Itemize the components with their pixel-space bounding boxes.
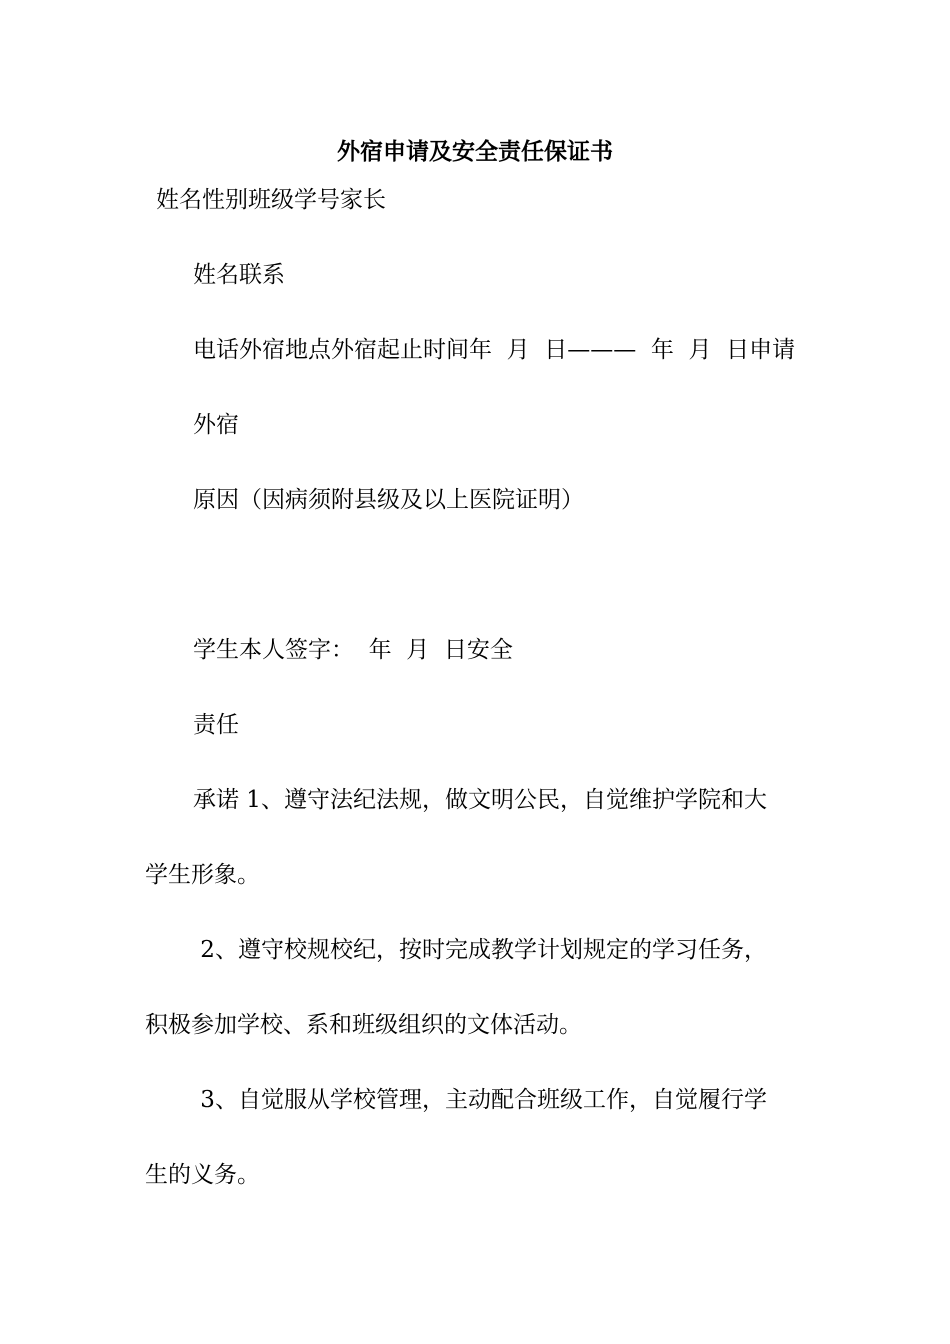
text-line-stay-out: 外宿 bbox=[193, 412, 239, 438]
text-line-promise-3-cont: 生的义务。 bbox=[145, 1162, 260, 1188]
text-line-promise-1-cont: 学生形象。 bbox=[145, 862, 260, 888]
text-line-promise-2: 2、遵守校规校纪，按时完成教学计划规定的学习任务， bbox=[193, 937, 767, 963]
text-line-signature: 学生本人签字： 年 月 日安全 bbox=[193, 637, 513, 663]
text-line-promise-3: 3、自觉服从学校管理，主动配合班级工作，自觉履行学 bbox=[193, 1087, 767, 1113]
text-line-reason: 原因（因病须附县级及以上医院证明） bbox=[193, 487, 584, 513]
text-line-promise-2-cont: 积极参加学校、系和班级组织的文体活动。 bbox=[145, 1012, 582, 1038]
text-line-responsibility: 责任 bbox=[193, 712, 239, 738]
text-line-phone-period: 电话外宿地点外宿起止时间年 月 日——— 年 月 日申请 bbox=[193, 337, 796, 363]
text-line-promise-1: 承诺 1、遵守法纪法规，做文明公民，自觉维护学院和大 bbox=[193, 787, 767, 813]
text-line-contact: 姓名联系 bbox=[193, 262, 285, 288]
text-line-fields: 姓名性别班级学号家长 bbox=[156, 187, 386, 213]
document-title: 外宿申请及安全责任保证书 bbox=[337, 139, 613, 165]
